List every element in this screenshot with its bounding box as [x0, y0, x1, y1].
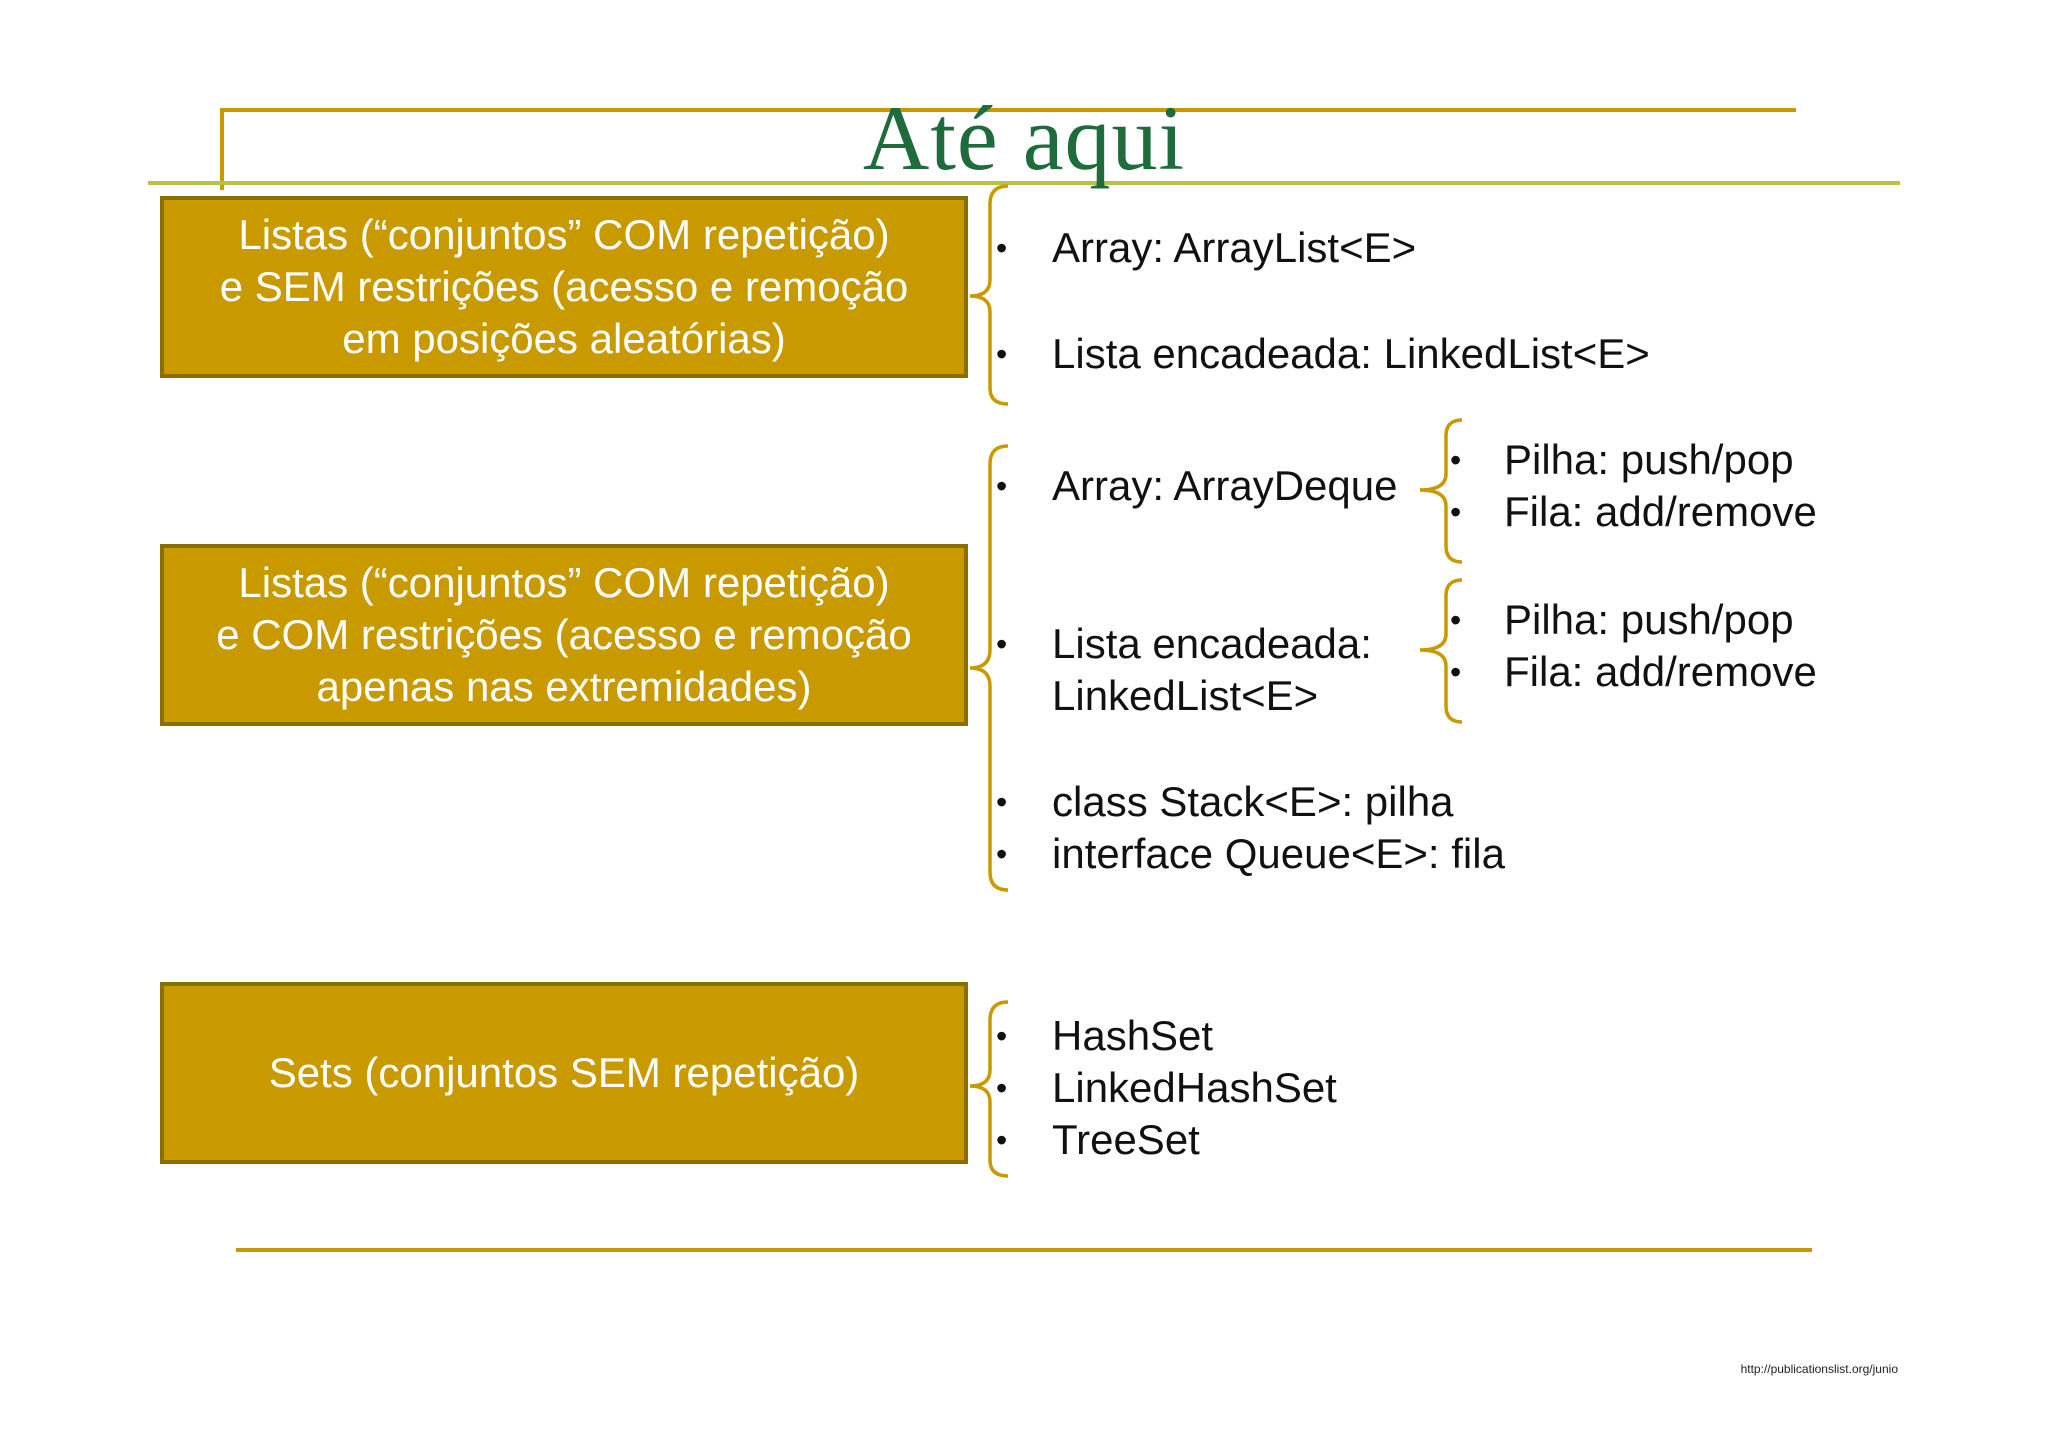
item-arraydeque: Array: ArrayDeque [1052, 462, 1398, 509]
item-linkedlist-line1: Lista encadeada: [1052, 620, 1372, 667]
item-linkedlist: Lista encadeada: LinkedList<E> [1052, 330, 1650, 377]
bullet: • [996, 1070, 1008, 1106]
box-line: e COM restrições (acesso e remoção [216, 611, 912, 658]
item-arraydeque-pilha: Pilha: push/pop [1504, 436, 1794, 483]
item-treeset: TreeSet [1052, 1116, 1200, 1163]
bullet: • [996, 230, 1008, 266]
box-listas-sem-restricoes [160, 196, 968, 378]
box-line: em posições aleatórias) [342, 315, 786, 362]
item-queue: interface Queue<E>: fila [1052, 830, 1505, 877]
footer-url: http://publicationslist.org/junio [1740, 1362, 1898, 1376]
bullet: • [1450, 494, 1462, 530]
item-linkedhashset: LinkedHashSet [1052, 1064, 1337, 1111]
bullet: • [996, 468, 1008, 504]
bullet: • [1450, 602, 1462, 638]
item-arraylist: Array: ArrayList<E> [1052, 224, 1417, 271]
item-linkedlist-line2: LinkedList<E> [1052, 672, 1319, 719]
box-listas-com-restricoes [160, 544, 968, 726]
bullet: • [996, 836, 1008, 872]
slide-title: Até aqui [862, 87, 1186, 189]
bullet: • [996, 784, 1008, 820]
item-stack: class Stack<E>: pilha [1052, 778, 1454, 825]
bullet: • [996, 626, 1008, 662]
item-linkedlist-fila: Fila: add/remove [1504, 648, 1817, 695]
bullet: • [996, 336, 1008, 372]
item-linkedlist-pilha: Pilha: push/pop [1504, 596, 1794, 643]
box-line: e SEM restrições (acesso e remoção [219, 263, 909, 310]
item-hashset: HashSet [1052, 1012, 1214, 1059]
box-line: Sets (conjuntos SEM repetição) [268, 1049, 860, 1096]
box-line: apenas nas extremidades) [316, 663, 812, 710]
bullet: • [1450, 654, 1462, 690]
bullet: • [996, 1122, 1008, 1158]
box-line: Listas (“conjuntos” COM repetição) [238, 211, 890, 258]
bullet: • [1450, 442, 1462, 478]
item-arraydeque-fila: Fila: add/remove [1504, 488, 1817, 535]
box-sets [160, 982, 968, 1164]
bullet: • [996, 1018, 1008, 1054]
box-line: Listas (“conjuntos” COM repetição) [238, 559, 890, 606]
